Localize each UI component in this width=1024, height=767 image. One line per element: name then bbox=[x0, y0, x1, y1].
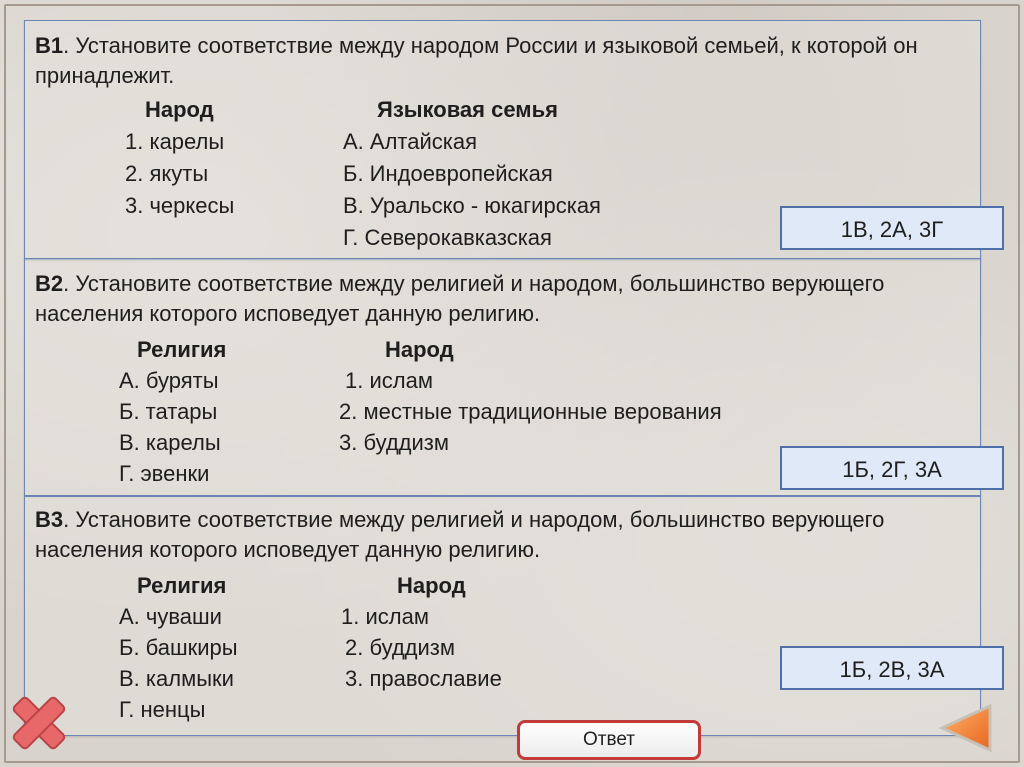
list-item: 3. православие bbox=[345, 666, 502, 691]
column-header-family: Языковая семья bbox=[377, 97, 558, 122]
list-item: В. Уральско - юкагирская bbox=[343, 193, 601, 218]
question-panel-b3 bbox=[24, 496, 981, 736]
question-text bbox=[35, 505, 966, 565]
list-item: А. чуваши bbox=[119, 604, 222, 629]
answer-box-b1: 1В, 2А, 3Г bbox=[780, 206, 1004, 250]
column-header-religion: Религия bbox=[137, 337, 227, 362]
question-text bbox=[35, 31, 966, 91]
column-header-people: Народ bbox=[397, 573, 466, 598]
close-x-icon bbox=[6, 690, 72, 756]
list-item: А. буряты bbox=[119, 368, 219, 393]
close-button[interactable] bbox=[6, 690, 72, 756]
list-item: 2. буддизм bbox=[345, 635, 456, 660]
list-item: А. Алтайская bbox=[343, 129, 478, 154]
question-label: В1 bbox=[35, 33, 64, 58]
list-item: Г. ненцы bbox=[119, 697, 206, 722]
list-item: В. калмыки bbox=[119, 666, 234, 691]
list-item: 2. местные традиционные верования bbox=[339, 399, 722, 424]
column-header-people: Народ bbox=[385, 337, 454, 362]
question-body: . Установите соответствие между народом России и языковой семьей, к которой он принадлежит. bbox=[35, 33, 918, 88]
question-label: В2 bbox=[35, 271, 64, 296]
list-item: Б. татары bbox=[119, 399, 218, 424]
list-item: 1. ислам bbox=[341, 604, 429, 629]
list-item: Б. башкиры bbox=[119, 635, 238, 660]
list-item: 3. буддизм bbox=[339, 430, 450, 455]
list-item: Г. эвенки bbox=[119, 461, 210, 486]
answer-box-b2: 1Б, 2Г, 3А bbox=[780, 446, 1004, 490]
list-item: 3. черкесы bbox=[125, 193, 235, 218]
list-item: 1. карелы bbox=[125, 129, 225, 154]
list-item: 1. ислам bbox=[345, 368, 433, 393]
question-label: В3 bbox=[35, 507, 64, 532]
question-body: . Установите соответствие между религией и народом, большинство верующего населения которого исповедует данную религию. bbox=[35, 507, 885, 562]
back-button[interactable] bbox=[938, 700, 994, 756]
column-header-religion: Религия bbox=[137, 573, 227, 598]
answer-box-b3: 1Б, 2В, 3А bbox=[780, 646, 1004, 690]
question-text bbox=[35, 269, 966, 329]
answer-button[interactable]: Ответ bbox=[517, 720, 701, 760]
triangle-left-icon bbox=[938, 700, 994, 756]
list-item: Б. Индоевропейская bbox=[343, 161, 553, 186]
column-header-people: Народ bbox=[145, 97, 214, 122]
list-item: В. карелы bbox=[119, 430, 221, 455]
question-body: . Установите соответствие между религией и народом, большинство верующего населения которого исповедует данную религию. bbox=[35, 271, 885, 326]
list-item: Г. Северокавказская bbox=[343, 225, 552, 250]
list-item: 2. якуты bbox=[125, 161, 209, 186]
